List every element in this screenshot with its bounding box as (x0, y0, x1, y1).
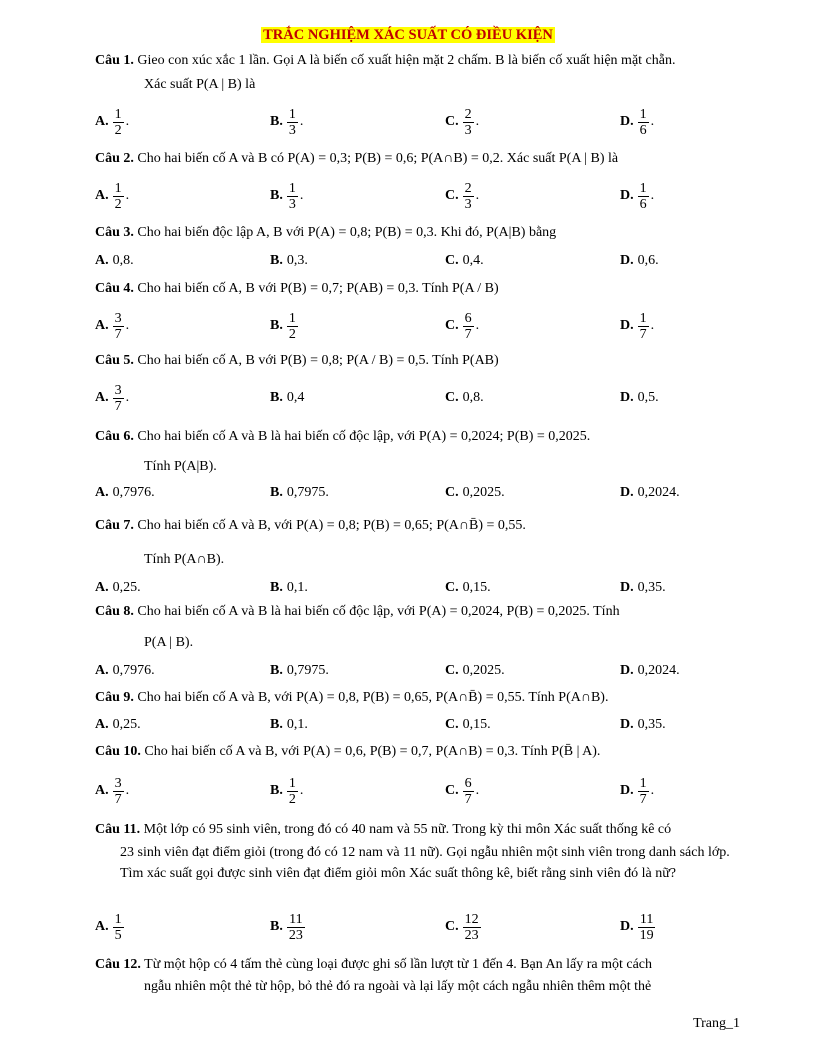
option-key: A. (95, 580, 109, 595)
fraction-denominator: 3 (288, 122, 296, 138)
question-2: Câu 2. Cho hai biến cố A và B có P(A) = 0,3; P(B) = 0,6; P(A∩B) = 0,2. Xác suất P(A | B) là (95, 151, 619, 166)
answer-option-b (270, 907, 305, 947)
option-key: C. (445, 188, 459, 203)
option-value: 0,25. (112, 717, 141, 732)
fraction-denominator: 2 (288, 791, 296, 807)
option-punctuation: . (299, 114, 304, 129)
answer-option-c (445, 771, 479, 811)
option-value: 0,4. (462, 253, 484, 268)
option-key: A. (95, 188, 109, 203)
option-fraction (638, 912, 656, 943)
option-value: 0,3. (286, 253, 308, 268)
answer-option-b (270, 660, 329, 682)
option-key: D. (620, 188, 634, 203)
answer-option-c (445, 482, 505, 504)
fraction-numerator: 1 (639, 775, 647, 791)
option-key: A. (95, 114, 109, 129)
option-value: 0,5. (637, 390, 659, 405)
option-fraction (287, 311, 298, 342)
fraction-denominator: 7 (464, 326, 472, 342)
option-key: D. (620, 485, 634, 500)
fraction-denominator: 23 (288, 927, 303, 943)
option-value: 0,7975. (286, 663, 329, 678)
option-value: 0,7976. (112, 663, 155, 678)
fraction-denominator: 2 (114, 196, 122, 212)
answer-option-d (620, 660, 680, 682)
question-11: Câu 11. Một lớp có 95 sinh viên, trong đó có 40 nam và 55 nữ. Trong kỳ thi môn Xác suất thống kê có (95, 822, 672, 837)
option-value: 0,35. (637, 580, 666, 595)
page-title: TRẮC NGHIỆM XÁC SUẤT CÓ ĐIỀU KIỆN (263, 27, 553, 43)
option-key: D. (620, 318, 634, 333)
answer-option-d (620, 306, 654, 346)
option-key: A. (95, 253, 109, 268)
answer-option-a (95, 378, 129, 418)
question-7: Câu 7. Cho hai biến cố A và B, với P(A) = 0,8; P(B) = 0,65; P(A∩B̄) = 0,55. (95, 518, 526, 533)
answer-option-c (445, 907, 481, 947)
option-key: D. (620, 783, 634, 798)
option-fraction (463, 912, 481, 943)
fraction-numerator: 3 (114, 310, 122, 326)
answer-option-b (270, 771, 303, 811)
option-key: D. (620, 390, 634, 405)
option-punctuation: . (125, 318, 130, 333)
question-10: Câu 10. Cho hai biến cố A và B, với P(A) = 0,6, P(B) = 0,7, P(A∩B) = 0,3. Tính P(B̄ | A). (95, 744, 601, 759)
fraction-denominator: 3 (288, 196, 296, 212)
answer-option-d (620, 250, 659, 272)
option-value: 0,2024. (637, 663, 680, 678)
fraction-numerator: 1 (288, 180, 296, 196)
option-fraction (113, 311, 124, 342)
option-punctuation: . (650, 318, 655, 333)
answer-option-c (445, 250, 484, 272)
option-value: 0,2025. (462, 663, 505, 678)
option-punctuation: . (475, 318, 480, 333)
option-value: 0,15. (462, 580, 491, 595)
question-6-cont: Tính P(A|B). (144, 459, 217, 474)
answer-option-a (95, 714, 141, 736)
option-value: 0,2025. (462, 485, 505, 500)
option-key: C. (445, 390, 459, 405)
option-key: B. (270, 717, 283, 732)
fraction-numerator: 11 (289, 911, 303, 927)
question-12: Câu 12. Từ một hộp có 4 tấm thẻ cùng loại được ghi số lần lượt từ 1 đến 4. Bạn An lấy ra một cách (95, 957, 652, 972)
option-key: C. (445, 485, 459, 500)
fraction-numerator: 1 (288, 310, 296, 326)
answer-option-b (270, 577, 308, 599)
option-punctuation: . (125, 114, 130, 129)
option-key: D. (620, 663, 634, 678)
option-value: 0,4 (286, 390, 305, 405)
option-fraction (463, 776, 474, 807)
answer-option-b (270, 102, 303, 142)
answer-option-c (445, 714, 491, 736)
option-punctuation: . (475, 783, 480, 798)
question-6: Câu 6. Cho hai biến cố A và B là hai biến cố độc lập, với P(A) = 0,2024; P(B) = 0,2025. (95, 429, 591, 444)
option-punctuation: . (125, 188, 130, 203)
answer-option-a (95, 482, 155, 504)
answer-option-a (95, 306, 129, 346)
option-fraction (638, 107, 649, 138)
fraction-numerator: 3 (114, 775, 122, 791)
question-11-cont: 23 sinh viên đạt điểm giỏi (trong đó có 12 nam và 11 nữ). Gọi ngẫu nhiên một sinh viên trong danh sách lớp. Tìm xác suất gọi được sinh viên đạt điểm giỏi môn Xác suất thông kê, biết rằng sinh viên đó là nữ? (120, 845, 730, 881)
option-fraction (463, 107, 474, 138)
question-8-options (95, 660, 745, 682)
option-key: B. (270, 663, 283, 678)
option-key: B. (270, 318, 283, 333)
fraction-denominator: 3 (464, 122, 472, 138)
answer-option-b (270, 176, 303, 216)
question-3: Câu 3. Cho hai biến độc lập A, B với P(A) = 0,8; P(B) = 0,3. Khi đó, P(A|B) bằng (95, 225, 557, 240)
fraction-denominator: 6 (639, 122, 647, 138)
option-value: 0,6. (637, 253, 659, 268)
option-fraction (113, 383, 124, 414)
option-punctuation: . (299, 188, 304, 203)
option-punctuation: . (125, 783, 130, 798)
question-6-options (95, 482, 745, 504)
option-punctuation: . (650, 114, 655, 129)
option-key: C. (445, 253, 459, 268)
answer-option-c (445, 102, 479, 142)
option-key: D. (620, 253, 634, 268)
answer-option-a (95, 771, 129, 811)
fraction-numerator: 1 (639, 310, 647, 326)
option-key: C. (445, 114, 459, 129)
fraction-denominator: 23 (464, 927, 479, 943)
question-2-options (95, 176, 745, 216)
fraction-denominator: 7 (114, 326, 122, 342)
option-punctuation: . (475, 188, 480, 203)
fraction-denominator: 7 (639, 326, 647, 342)
option-value: 0,1. (286, 580, 308, 595)
option-value: 0,2024. (637, 485, 680, 500)
option-value: 0,25. (112, 580, 141, 595)
option-fraction (287, 912, 305, 943)
answer-option-d (620, 577, 666, 599)
page-number: Trang_1 (693, 1016, 740, 1031)
answer-option-d (620, 102, 654, 142)
option-key: C. (445, 717, 459, 732)
question-5-options (95, 378, 745, 418)
fraction-denominator: 2 (288, 326, 296, 342)
option-key: C. (445, 663, 459, 678)
option-value: 0,8. (462, 390, 484, 405)
option-fraction (638, 181, 649, 212)
answer-option-d (620, 714, 666, 736)
option-fraction (287, 181, 298, 212)
option-value: 0,15. (462, 717, 491, 732)
option-value: 0,7976. (112, 485, 155, 500)
option-value: 0,8. (112, 253, 134, 268)
fraction-numerator: 1 (639, 180, 647, 196)
question-9: Câu 9. Cho hai biến cố A và B, với P(A) = 0,8, P(B) = 0,65, P(A∩B̄) = 0,55. Tính P(A∩B). (95, 690, 609, 705)
fraction-denominator: 7 (114, 791, 122, 807)
answer-option-b (270, 306, 298, 346)
fraction-denominator: 3 (464, 196, 472, 212)
answer-option-c (445, 577, 491, 599)
option-key: A. (95, 783, 109, 798)
option-punctuation: . (650, 188, 655, 203)
answer-option-b (270, 250, 308, 272)
answer-option-a (95, 907, 124, 947)
option-key: B. (270, 783, 283, 798)
fraction-numerator: 6 (464, 310, 472, 326)
option-fraction (113, 912, 124, 943)
option-punctuation: . (299, 783, 304, 798)
option-fraction (287, 107, 298, 138)
option-key: B. (270, 114, 283, 129)
fraction-numerator: 2 (464, 106, 472, 122)
option-key: A. (95, 663, 109, 678)
answer-option-c (445, 660, 505, 682)
option-fraction (113, 181, 124, 212)
answer-option-a (95, 250, 134, 272)
fraction-numerator: 1 (114, 911, 122, 927)
option-key: C. (445, 318, 459, 333)
question-7-cont: Tính P(A∩B). (144, 552, 225, 567)
option-value: 0,35. (637, 717, 666, 732)
answer-option-d (620, 378, 659, 418)
option-key: B. (270, 253, 283, 268)
question-1-cont: Xác suất P(A | B) là (144, 77, 256, 92)
question-8-cont: P(A | B). (144, 635, 194, 650)
fraction-denominator: 7 (464, 791, 472, 807)
option-key: D. (620, 580, 634, 595)
option-fraction (638, 311, 649, 342)
option-punctuation: . (650, 783, 655, 798)
option-punctuation: . (475, 114, 480, 129)
option-key: D. (620, 114, 634, 129)
option-key: D. (620, 919, 634, 934)
answer-option-a (95, 176, 129, 216)
question-1: Câu 1. Gieo con xúc xắc 1 lần. Gọi A là biến cố xuất hiện mặt 2 chấm. B là biến cố xuất hiện mặt chẵn. (95, 53, 676, 68)
answer-option-c (445, 378, 484, 418)
fraction-numerator: 1 (114, 180, 122, 196)
option-key: A. (95, 390, 109, 405)
question-4: Câu 4. Cho hai biến cố A, B với P(B) = 0,7; P(AB) = 0,3. Tính P(A / B) (95, 281, 499, 296)
option-key: A. (95, 919, 109, 934)
option-key: A. (95, 485, 109, 500)
answer-option-b (270, 714, 308, 736)
answer-option-b (270, 378, 304, 418)
fraction-denominator: 7 (114, 398, 122, 414)
question-7-options (95, 577, 745, 599)
question-12-cont: ngẫu nhiên một thẻ từ hộp, bỏ thẻ đó ra ngoài và lại lấy một cách ngẫu nhiên thêm một thẻ (144, 979, 652, 994)
option-fraction (287, 776, 298, 807)
option-fraction (638, 776, 649, 807)
option-key: B. (270, 188, 283, 203)
question-9-options (95, 714, 745, 736)
option-key: C. (445, 783, 459, 798)
fraction-denominator: 6 (639, 196, 647, 212)
fraction-numerator: 12 (464, 911, 479, 927)
answer-option-c (445, 306, 479, 346)
question-3-options (95, 250, 745, 272)
question-8: Câu 8. Cho hai biến cố A và B là hai biến cố độc lập, với P(A) = 0,2024, P(B) = 0,2025. Tính (95, 604, 620, 619)
fraction-numerator: 11 (639, 911, 654, 927)
option-key: A. (95, 717, 109, 732)
option-key: D. (620, 717, 634, 732)
option-fraction (113, 107, 124, 138)
answer-option-a (95, 102, 129, 142)
answer-option-a (95, 660, 155, 682)
option-fraction (463, 181, 474, 212)
option-fraction (113, 776, 124, 807)
option-fraction (463, 311, 474, 342)
fraction-denominator: 19 (639, 927, 654, 943)
question-5: Câu 5. Cho hai biến cố A, B với P(B) = 0,8; P(A / B) = 0,5. Tính P(AB) (95, 353, 499, 368)
fraction-numerator: 1 (288, 106, 296, 122)
question-10-options (95, 771, 745, 811)
answer-option-d (620, 907, 656, 947)
question-1-options (95, 102, 745, 142)
fraction-denominator: 2 (114, 122, 122, 138)
question-4-options (95, 306, 745, 346)
option-key: B. (270, 390, 283, 405)
fraction-numerator: 1 (288, 775, 296, 791)
fraction-numerator: 2 (464, 180, 472, 196)
answer-option-d (620, 176, 654, 216)
option-value: 0,7975. (286, 485, 329, 500)
question-11-options (95, 907, 745, 947)
fraction-numerator: 1 (639, 106, 647, 122)
option-key: B. (270, 485, 283, 500)
answer-option-d (620, 482, 680, 504)
answer-option-b (270, 482, 329, 504)
option-value: 0,1. (286, 717, 308, 732)
option-punctuation: . (125, 390, 130, 405)
fraction-numerator: 1 (114, 106, 122, 122)
option-key: C. (445, 919, 459, 934)
answer-option-d (620, 771, 654, 811)
option-key: B. (270, 580, 283, 595)
fraction-denominator: 5 (114, 927, 122, 943)
answer-option-c (445, 176, 479, 216)
fraction-denominator: 7 (639, 791, 647, 807)
answer-option-a (95, 577, 141, 599)
fraction-numerator: 6 (464, 775, 472, 791)
option-key: A. (95, 318, 109, 333)
option-key: B. (270, 919, 283, 934)
option-key: C. (445, 580, 459, 595)
fraction-numerator: 3 (114, 382, 122, 398)
